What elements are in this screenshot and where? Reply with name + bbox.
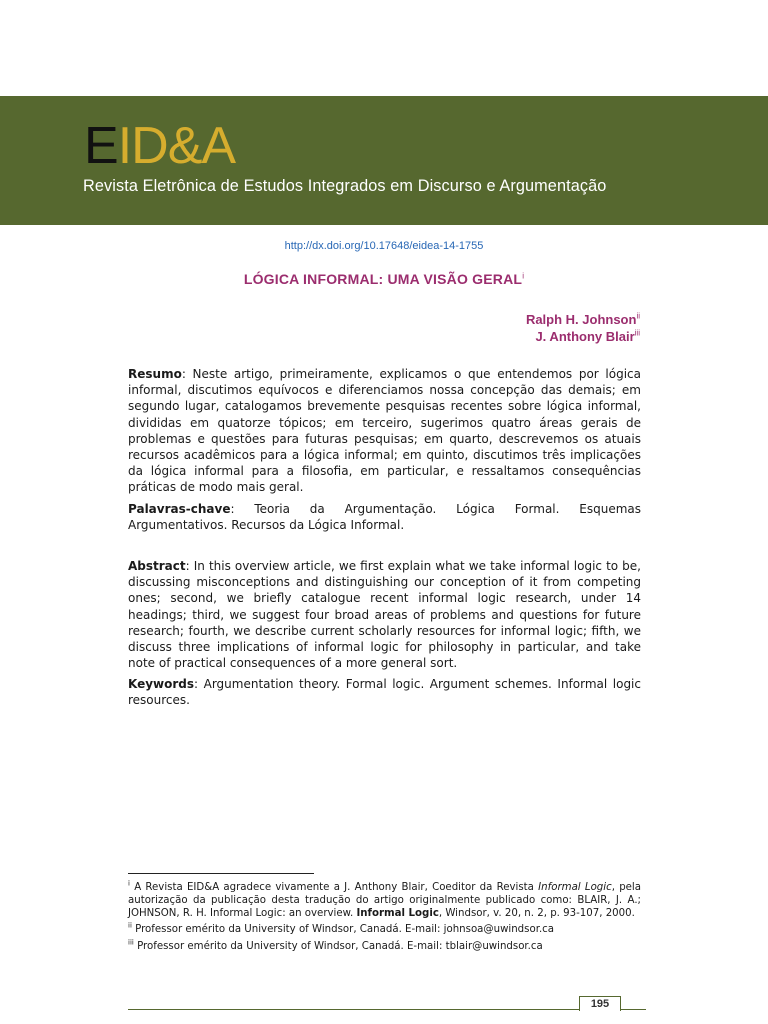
logo-letter-e: E — [84, 117, 118, 175]
abstract-paragraph — [128, 558, 641, 671]
abstract-text: : In this overview article, we first explain what we take informal logic to be, discussing misconceptions and distinguishing our conception of it from competing ones; second, we briefly catalogue recent informal logic research, under 14 headings; third, we suggest four broad areas of problems and questions for future research; fourth, we describe current scholarly resources for informal logic; fifth, we discuss three implications of informal logic for philosophy in particular, and take note of practical consequences of a more general sort. — [128, 559, 641, 671]
palavras-chave-paragraph — [128, 501, 641, 533]
footnote-marker: i — [128, 879, 130, 888]
footnote-text: Professor emérito da University of Windsor, Canadá. E-mail: tblair@uwindsor.ca — [133, 941, 543, 952]
footnote-text: , pela autorização da publicação desta tradução do artigo originalmente publicado como: BLAIR, J. A.; JOHNSON, R. H. Informal Logic: an overview. — [128, 882, 641, 919]
author-name: J. Anthony Blair — [535, 329, 635, 344]
footnote-marker: iii — [128, 938, 134, 947]
journal-name: Revista Eletrônica de Estudos Integrados em Discurso e Argumentação — [83, 177, 607, 195]
footnote-text: , Windsor, v. 20, n. 2, p. 93-107, 2000. — [438, 907, 635, 919]
journal-logo — [84, 118, 235, 174]
page-number: 195 — [579, 996, 621, 1011]
footnote-1 — [128, 879, 641, 920]
author-note-marker: ii — [636, 311, 640, 321]
title-note-marker: i — [522, 271, 525, 281]
author-list — [526, 311, 640, 345]
resumo-label: Resumo — [128, 367, 182, 381]
keywords-text: : Argumentation theory. Formal logic. Argument schemes. Informal logic resources. — [128, 677, 641, 708]
footnote-divider — [128, 873, 314, 874]
page-footer-rule — [128, 1009, 646, 1010]
logo-letters-ida: ID&A — [117, 117, 236, 175]
resumo-paragraph — [128, 366, 641, 496]
footnote-marker: ii — [128, 921, 132, 930]
footnote-3 — [128, 938, 641, 954]
footnote-journal-italic: Informal Logic — [538, 882, 612, 893]
article-title-text: LÓGICA INFORMAL: UMA VISÃO GERAL — [243, 271, 523, 287]
article-title — [0, 271, 768, 287]
palavras-chave-label: Palavras-chave — [128, 502, 231, 516]
keywords-label: Keywords — [128, 677, 195, 691]
footnote-2 — [128, 921, 641, 937]
footnote-journal-bold: Informal Logic — [356, 907, 439, 919]
author-name: Ralph H. Johnson — [525, 312, 637, 327]
keywords-paragraph — [128, 676, 641, 708]
doi-link[interactable]: http://dx.doi.org/10.17648/eidea-14-1755 — [284, 240, 484, 252]
author-blair — [526, 328, 640, 345]
abstract-label: Abstract — [128, 559, 186, 573]
footnote-text: A Revista EID&A agradece vivamente a J. Anthony Blair, Coeditor da Revista — [129, 882, 539, 893]
resumo-text: : Neste artigo, primeiramente, explicamos o que entendemos por lógica informal, discutimos equívocos e diferenciamos nossa concepção das demais; em segundo lugar, catalogamos brevemente pesquisas recentes sobre lógica informal, divididas em quatorze tópicos; em terceiro, sugerimos quatro áreas gerais de problemas e questões para futuras pesquisas; em quarto, descrevemos os atuais recursos acadêmicos para a lógica informal; em quinto, discutimos três implicações da lógica informal para a filosofia, em particular, e ressaltamos consequências práticas de modo mais geral. — [128, 367, 641, 495]
palavras-chave-text: : Teoria da Argumentação. Lógica Formal. Esquemas Argumentativos. Recursos da Lógica Informal. — [128, 502, 641, 533]
author-note-marker: iii — [634, 328, 640, 338]
footnote-text: Professor emérito da University of Windsor, Canadá. E-mail: johnsoa@uwindsor.ca — [131, 924, 555, 935]
author-johnson — [526, 311, 640, 328]
